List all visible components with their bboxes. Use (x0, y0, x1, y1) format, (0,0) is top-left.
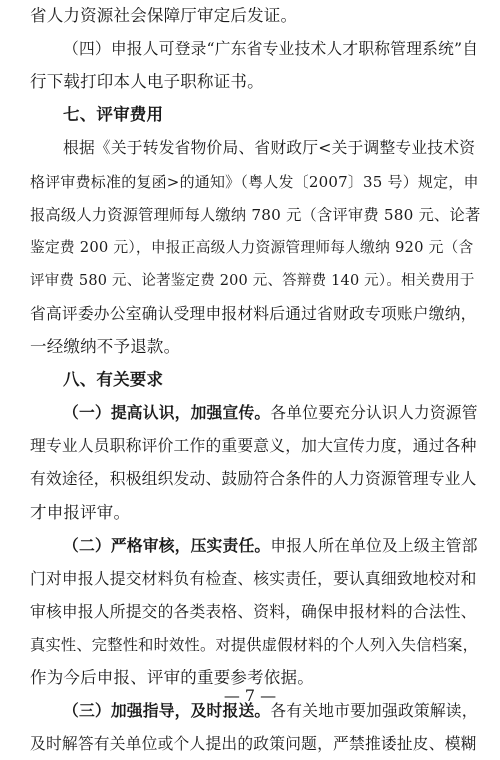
text-line-7: 报高级人力资源管理师每人缴纳 780 元（含评审费 580 元、论著 (30, 205, 481, 224)
text-line-10: 省高评委办公室确认受理申报材料后通过省财政专项账户缴纳， (30, 303, 477, 323)
text-line-23: 及时解答有关单位或个人提出的政策问题，严禁推诿扯皮、模糊 (30, 734, 477, 754)
text-line-20: 真实性、完整性和时效性。对提供虚假材料的个人列入失信档案， (30, 635, 479, 654)
requirement-3-text: 各有关地市要加强政策解读， (270, 701, 478, 721)
section-heading-fees: 七、评审费用 (63, 105, 164, 125)
requirement-2-text: 申报人所在单位及上级主管部 (270, 535, 478, 555)
requirement-1-text: 各单位要充分认识人力资源管 (270, 403, 478, 423)
text-line-3: 行下载打印本人电子职称证书。 (30, 72, 264, 92)
text-line-8: 鉴定费 200 元），申报正高级人力资源管理师每人缴纳 920 元（含 (30, 238, 474, 256)
requirement-2-line (63, 530, 478, 562)
text-line-5: 根据《关于转发省物价局、省财政厅<关于调整专业技术资 (63, 138, 476, 158)
requirement-2-title: （二）严格审核，压实责任。 (63, 535, 271, 555)
text-line-6: 格评审费标准的复函>的通知》（粤人发〔2007〕35 号）规定，申 (30, 172, 479, 191)
requirement-1-line (63, 397, 478, 429)
text-line-11: 一经缴纳不予退款。 (30, 337, 181, 356)
text-line-9: 评审费 580 元、论著鉴定费 200 元、答辩费 140 元）。相关费用于 (30, 272, 475, 289)
text-line-21: 作为今后申报、评审的重要参考依据。 (30, 668, 314, 687)
text-line-18: 门对申报人提交材料负有检查、核实责任，要认真细致地校对和 (30, 568, 477, 588)
text-line-19: 审核申报人所提交的各类表格、资料，确保申报材料的合法性、 (30, 601, 477, 621)
section-heading-requirements: 八、有关要求 (63, 370, 164, 390)
text-line-15: 有效途径，积极组织发动、鼓励符合条件的人力资源管理专业人 (30, 469, 477, 489)
requirement-3-title: （三）加强指导，及时报送。 (63, 701, 271, 721)
text-line-2: （四）申报人可登录“广东省专业技术人才职称管理系统”自 (63, 39, 479, 59)
text-line-1: 省人力资源社会保障厅审定后发证。 (30, 6, 298, 25)
page-number: — 7 — (223, 686, 277, 705)
text-line-14: 理专业人员职称评价工作的重要意义，加大宣传力度，通过各种 (30, 436, 477, 456)
text-line-16: 才申报评审。 (30, 502, 131, 522)
requirement-1-title: （一）提高认识，加强宣传。 (63, 403, 271, 423)
